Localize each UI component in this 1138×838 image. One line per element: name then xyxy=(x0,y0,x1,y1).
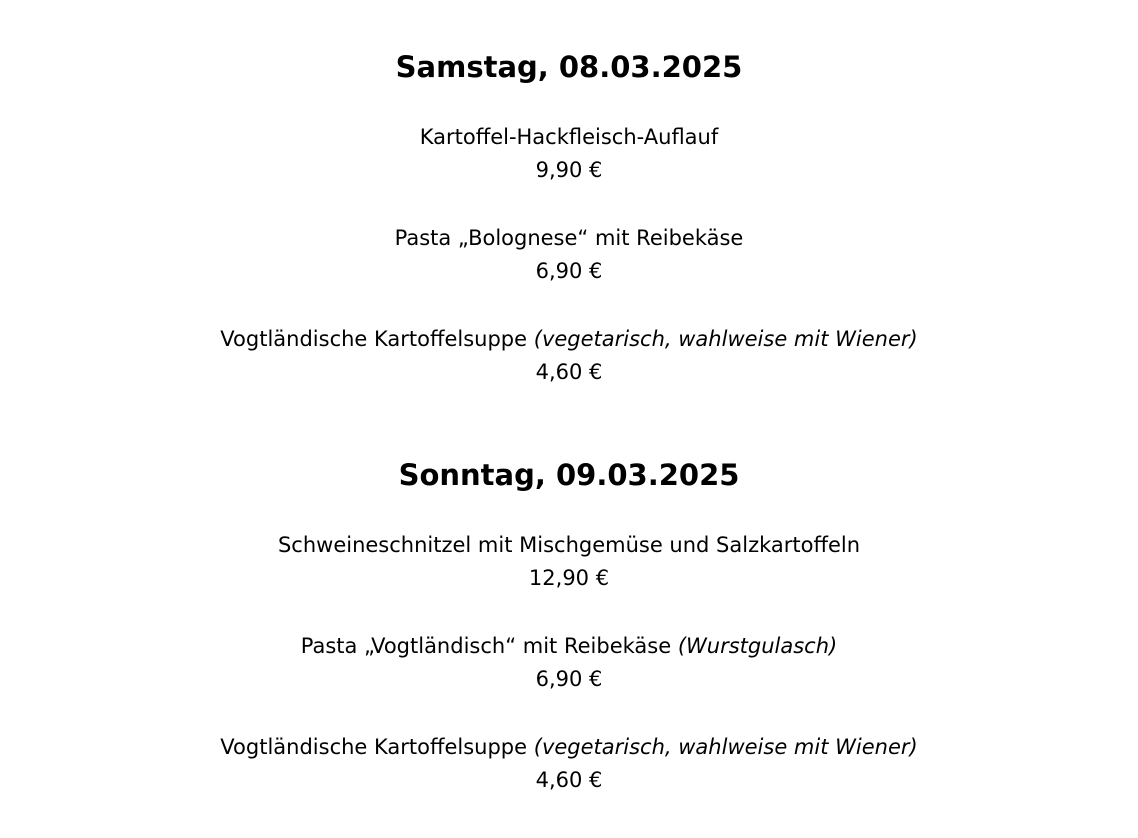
dish-name: Vogtländische Kartoffelsuppe xyxy=(220,327,528,351)
day-section-sunday xyxy=(0,455,1138,797)
dish-name-line xyxy=(0,323,1138,356)
dish-name: Schweineschnitzel mit Mischgemüse und Salzkartoffeln xyxy=(277,533,861,557)
dish-name: Kartoffel-Hackfleisch-Auflauf xyxy=(419,125,719,149)
dish-price: 12,90 € xyxy=(528,566,610,590)
dish-item xyxy=(0,121,1138,187)
dish-name: Vogtländische Kartoffelsuppe xyxy=(220,735,528,759)
dish-item xyxy=(0,630,1138,696)
dish-name-line xyxy=(0,222,1138,255)
dish-note: (Wurstgulasch) xyxy=(677,634,838,658)
dish-price: 6,90 € xyxy=(535,259,603,283)
dish-price: 6,90 € xyxy=(535,667,603,691)
dish-price: 4,60 € xyxy=(535,768,603,792)
dish-name-line xyxy=(0,529,1138,562)
day-title: Samstag, 08.03.2025 xyxy=(395,50,743,84)
dish-name: Pasta „Bolognese“ mit Reibekäse xyxy=(394,226,744,250)
dish-list xyxy=(0,121,1138,389)
dish-note: (vegetarisch, wahlweise mit Wiener) xyxy=(533,327,918,351)
dish-item xyxy=(0,323,1138,389)
dish-item xyxy=(0,529,1138,595)
dish-list xyxy=(0,529,1138,797)
dish-name-line xyxy=(0,630,1138,663)
dish-name-line xyxy=(0,121,1138,154)
day-title: Sonntag, 09.03.2025 xyxy=(398,458,740,492)
dish-item xyxy=(0,222,1138,288)
dish-note: (vegetarisch, wahlweise mit Wiener) xyxy=(533,735,918,759)
dish-item xyxy=(0,731,1138,797)
dish-price: 4,60 € xyxy=(535,360,603,384)
dish-name-line xyxy=(0,731,1138,764)
day-section-saturday xyxy=(0,47,1138,389)
dish-name: Pasta „Vogtländisch“ mit Reibekäse xyxy=(300,634,672,658)
dish-price: 9,90 € xyxy=(535,158,603,182)
